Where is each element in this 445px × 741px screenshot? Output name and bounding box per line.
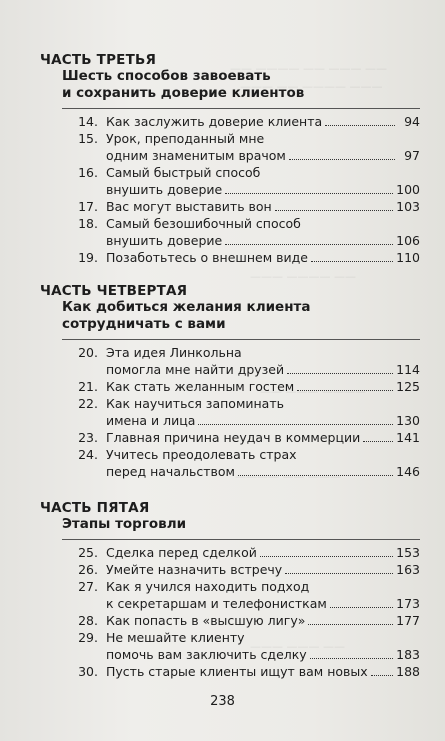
leader-dots: [225, 244, 393, 245]
leader-dots: [260, 556, 393, 557]
leader-dots: [311, 261, 393, 262]
divider: [62, 539, 420, 540]
leader-dots: [297, 390, 393, 391]
entry-page: 94: [404, 114, 420, 129]
entry-number: 23.: [78, 430, 98, 445]
entry-title: Сделка перед сделкой: [106, 545, 257, 560]
entry-title: Вас могут выставить вон: [106, 199, 272, 214]
part-four: [40, 283, 420, 480]
entry-page: 106: [396, 233, 420, 248]
entry-number: 25.: [78, 545, 98, 560]
entry-number: 19.: [78, 250, 98, 265]
entry-title: Не мешайте клиенту: [106, 630, 245, 645]
entry-title: Позаботьтесь о внешнем виде: [106, 250, 308, 265]
entry-page: 100: [396, 182, 420, 197]
entry-number: 21.: [78, 379, 98, 394]
entry-title: Урок, преподанный мне: [106, 131, 265, 146]
entry-number: 26.: [78, 562, 98, 577]
part-three: [40, 52, 420, 266]
leader-dots: [371, 675, 393, 676]
entry-title: Как попасть в «высшую лигу»: [106, 613, 306, 628]
entry-page: 125: [396, 379, 420, 394]
part-five: [40, 500, 420, 680]
leader-dots: [198, 424, 393, 425]
part-title: Этапы торговли: [62, 516, 187, 532]
entry-page: 177: [396, 613, 420, 628]
toc-entry[interactable]: [62, 544, 420, 561]
entry-number: 28.: [78, 613, 98, 628]
divider: [62, 108, 420, 109]
leader-dots: [285, 573, 393, 574]
part-label: ЧАСТЬ ПЯТАЯ: [40, 500, 150, 516]
entry-title-cont: к секретаршам и телефонисткам: [106, 596, 327, 611]
toc-entry[interactable]: [62, 446, 420, 480]
toc-entry[interactable]: [62, 561, 420, 578]
leader-dots: [308, 624, 393, 625]
leader-dots: [275, 210, 393, 211]
toc-entry[interactable]: [62, 249, 420, 266]
entry-title-cont: внушить доверие: [106, 233, 223, 248]
part-title: Как добиться желания клиента сотрудничать с вами: [62, 299, 311, 332]
entry-title: Самый безошибочный способ: [106, 216, 301, 231]
leader-dots: [330, 607, 393, 608]
toc-entry[interactable]: [62, 164, 420, 198]
toc-entry[interactable]: [62, 395, 420, 429]
toc-entry[interactable]: [62, 612, 420, 629]
entry-title: Как научиться запоминать: [106, 396, 284, 411]
divider: [62, 339, 420, 340]
entry-number: 20.: [78, 345, 98, 360]
entry-number: 29.: [78, 630, 98, 645]
toc-entry[interactable]: [62, 215, 420, 249]
entry-title-cont: имена и лица: [106, 413, 196, 428]
part-title: Шесть способов завоевать и сохранить доверие клиентов: [62, 68, 305, 101]
entry-page: 141: [396, 430, 420, 445]
entry-title: Пусть старые клиенты ищут вам новых: [106, 664, 368, 679]
entry-title-cont: помогла мне найти друзей: [106, 362, 285, 377]
toc-entry[interactable]: [62, 378, 420, 395]
entry-page: 163: [396, 562, 420, 577]
entry-title: Главная причина неудач в коммерции: [106, 430, 361, 445]
leader-dots: [225, 193, 393, 194]
part-label: ЧАСТЬ ТРЕТЬЯ: [40, 52, 157, 68]
entry-title: Самый быстрый способ: [106, 165, 261, 180]
toc-entry[interactable]: [62, 113, 420, 130]
entry-page: 97: [404, 148, 420, 163]
entry-number: 14.: [78, 114, 98, 129]
entry-number: 30.: [78, 664, 98, 679]
entry-page: 153: [396, 545, 420, 560]
toc-entry[interactable]: [62, 429, 420, 446]
entry-title: Как стать желанным гостем: [106, 379, 295, 394]
entry-title: Умейте назначить встречу: [106, 562, 283, 577]
leader-dots: [289, 159, 395, 160]
entry-title-cont: одним знаменитым врачом: [106, 148, 286, 163]
entry-number: 18.: [78, 216, 98, 231]
entry-number: 15.: [78, 131, 98, 146]
page-number: 238: [210, 694, 235, 709]
entry-page: 110: [396, 250, 420, 265]
entry-number: 22.: [78, 396, 98, 411]
entry-page: 103: [396, 199, 420, 214]
entry-page: 173: [396, 596, 420, 611]
leader-dots: [238, 475, 393, 476]
entry-page: 130: [396, 413, 420, 428]
toc-entry[interactable]: [62, 578, 420, 612]
leader-dots: [310, 658, 393, 659]
entry-page: 146: [396, 464, 420, 479]
entry-number: 27.: [78, 579, 98, 594]
entry-number: 24.: [78, 447, 98, 462]
entry-title-cont: помочь вам заключить сделку: [106, 647, 307, 662]
part-label: ЧАСТЬ ЧЕТВЕРТАЯ: [40, 283, 188, 299]
toc-entry[interactable]: [62, 663, 420, 680]
leader-dots: [287, 373, 393, 374]
entry-title: Как заслужить доверие клиента: [106, 114, 323, 129]
leader-dots: [363, 441, 393, 442]
toc-entry[interactable]: [62, 130, 420, 164]
entry-title: Как я учился находить подход: [106, 579, 310, 594]
entry-title: Эта идея Линкольна: [106, 345, 242, 360]
entry-title-cont: внушить доверие: [106, 182, 223, 197]
entry-page: 114: [396, 362, 420, 377]
entry-title-cont: перед начальством: [106, 464, 235, 479]
toc-entry[interactable]: [62, 629, 420, 663]
entry-title: Учитесь преодолевать страх: [106, 447, 297, 462]
book-page: —— ———— —— ——— —— ——— —— ———— ——— ——— ———— —— —— ——— ———— ———— —— ——— ——— ——— —— ЧАСТЬ ТРЕТЬЯ Шесть способов завоевать и сохранить доверие клиентов 14. Как заслужить доверие клиента 94 15. Урок, преподанный мне одним знаменитым врачом 97 16. Самый быстрый способ внушить доверие 100 17. Вас могут выставить вон 103 18. Самый безошибочный способ внушить доверие 106 19. Позаботьтесь о внешнем виде 110 ЧАСТЬ ЧЕТВЕРТАЯ Как добиться желания клиента сотрудничать с вами 20. Эта идея Линкольна помогла мне найти друзей 114 21. Как стать желанным гостем 125 22. Как научиться запоминать имена и лица 130 23. Главная причина неудач в коммерции 141 24. Учитесь преодолевать страх перед начальством 146 ЧАСТЬ ПЯТАЯ Этапы торговли 25. Сделка перед сделкой 153 26. Умейте назначить встречу 163 27. Как я учился находить подход к секретаршам и телефонисткам 173 28. Как попасть в «высшую лигу» 177 29. Не мешайте клиенту помочь вам заключить сделку 183 30. Пусть старые клиенты ищут вам новых 188 238: [0, 0, 445, 741]
entry-page: 183: [396, 647, 420, 662]
entry-page: 188: [396, 664, 420, 679]
leader-dots: [325, 125, 395, 126]
toc-entry[interactable]: [62, 344, 420, 378]
entry-number: 17.: [78, 199, 98, 214]
toc-entry[interactable]: [62, 198, 420, 215]
entry-number: 16.: [78, 165, 98, 180]
